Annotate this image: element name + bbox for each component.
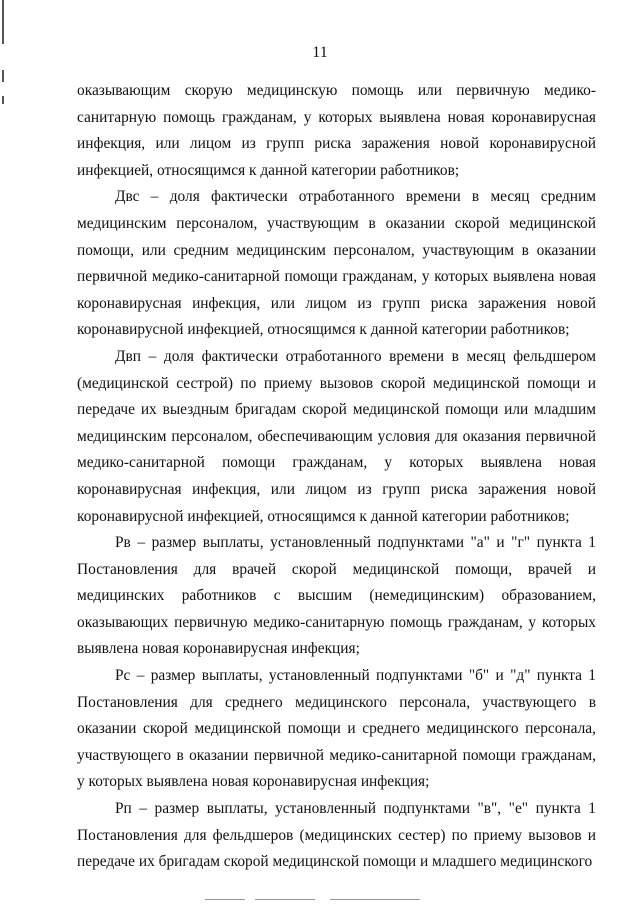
scan-bottom-mark — [205, 899, 245, 900]
scan-edge-mark — [2, 70, 4, 82]
paragraph-rv-definition: Рв – размер выплаты, установленный подпунктами "а" и "г" пункта 1 Постановления для врачей скорой медицинской помощи, врачей и медицинских работников с высшим (немедицинским) образованием, оказывающих первичную медико-санитарную помощь гражданам, у которых выявлена новая коронавирусная инфекция; — [77, 534, 596, 658]
paragraph-dvs-definition: Двс – доля фактически отработанного времени в месяц средним медицинским персоналом, участвующим в оказании скорой медицинской помощи, или средним медицинским персоналом, участвующим в оказании первичной медико-санитарной помощи гражданам, у которых выявлена новая коронавирусная инфекция, или лицом из групп риска заражения новой коронавирусной инфекцией, относящимся к данной категории работников; — [77, 188, 596, 339]
paragraph-rs-definition: Рс – размер выплаты, установленный подпунктами "б" и "д" пункта 1 Постановления для среднего медицинского персонала, участвующего в оказании скорой медицинской помощи и среднего медицинского персонала, участвующего в оказании первичной медико-санитарной помощи гражданам, у которых выявлена новая коронавирусная инфекция; — [77, 667, 596, 791]
scan-bottom-mark — [255, 899, 315, 900]
paragraph-continuation: оказывающим скорую медицинскую помощь или первичную медико-санитарную помощь гражданам, у которых выявлена новая коронавирусная инфекция, или лицом из групп риска заражения новой коронавирусной инфекцией, относящимся к данной категории работников; — [77, 82, 596, 179]
scan-edge-mark — [2, 96, 4, 104]
paragraph-rp-definition: Рп – размер выплаты, установленный подпунктами "в", "е" пункта 1 Постановления для фельдшеров (медицинских сестер) по приему вызовов и передаче их бригадам скорой медицинской помощи и младшего медицинского — [77, 800, 596, 871]
paragraph-dvp-definition: Двп – доля фактически отработанного времени в месяц фельдшером (медицинской сестрой) по приему вызовов скорой медицинской помощи и передаче их выездным бригадам скорой медицинской помощи или младшим медицинским персоналом, обеспечивающим условия для оказания первичной медико-санитарной помощи гражданам, у которых выявлена новая коронавирусная инфекция, или лицом из групп риска заражения новой коронавирусной инфекцией, относящимся к данной категории работников; — [77, 347, 596, 525]
scan-edge-mark — [2, 0, 4, 44]
page-number: 11 — [312, 44, 328, 61]
document-body — [77, 78, 596, 876]
scan-bottom-mark — [330, 899, 420, 900]
